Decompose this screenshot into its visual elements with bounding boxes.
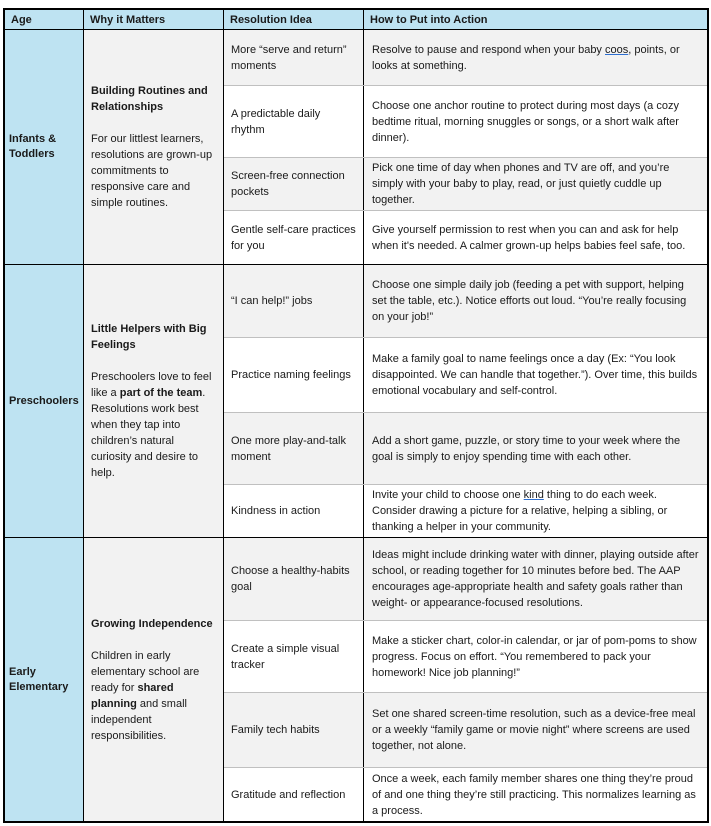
table-row — [224, 30, 707, 85]
text-segment: Choose one anchor routine to protect during most days (a cozy bedtime ritual, morning snuggles or songs, or a short walk after dinner). — [372, 99, 679, 144]
why-body — [91, 131, 216, 211]
action-cell — [364, 693, 707, 767]
resolution-idea-text: Family tech habits — [231, 724, 320, 736]
table-row — [224, 484, 707, 537]
action-text — [372, 771, 699, 819]
action-cell — [364, 86, 707, 157]
spacer — [91, 632, 216, 648]
table-row — [224, 767, 707, 821]
text-segment: part of the team — [119, 387, 203, 399]
action-text — [372, 706, 699, 754]
text-segment: . Resolutions work best when they tap into children’s natural curiosity and desire to help. — [91, 387, 206, 479]
resolution-idea-text: Kindness in action — [231, 505, 321, 517]
resolution-idea-text: “I can help!” jobs — [231, 295, 313, 307]
text-segment: Make a sticker chart, color-in calendar, or jar of pom-poms to show progress. Focus on effort. “You remembered to pack your homework! Nice job planning!” — [372, 634, 697, 679]
action-cell — [364, 30, 707, 85]
section-preschoolers — [5, 264, 707, 537]
text-segment: Children in early elementary school are ready for — [91, 649, 200, 694]
age-cell: Early Elementary — [5, 538, 84, 821]
why-cell — [84, 538, 224, 821]
action-text — [372, 42, 699, 74]
text-segment: Invite your child to choose one — [372, 489, 524, 501]
action-text — [372, 547, 699, 611]
why-cell — [84, 265, 224, 537]
action-text — [372, 277, 699, 325]
action-cell — [364, 338, 707, 412]
section-rows — [224, 30, 707, 264]
table-row — [224, 337, 707, 412]
action-cell — [364, 211, 707, 264]
resolution-idea-text: More “serve and return” moments — [231, 43, 347, 72]
table-row — [224, 692, 707, 767]
text-segment: Set one shared screen-time resolution, such as a device-free meal or a weekly “family game or movie night” where screens are used together, not alone. — [372, 708, 696, 752]
why-body — [91, 648, 216, 744]
why-title: Little Helpers with Big Feelings — [91, 323, 207, 351]
section-early-elementary — [5, 537, 707, 821]
action-text — [372, 633, 699, 681]
resolution-idea-cell — [224, 413, 364, 484]
section-infants-toddlers — [5, 30, 707, 264]
table-row — [224, 157, 707, 210]
text-segment: Once a week, each family member shares one thing they’re proud of and one thing they’re still practicing. This normalizes learning as a process. — [372, 772, 696, 817]
action-text — [372, 98, 699, 146]
table-header-age: Age — [5, 10, 84, 29]
table-row — [224, 265, 707, 337]
resolution-idea-text: A predictable daily rhythm — [231, 107, 321, 136]
resolution-idea-text: Create a simple visual tracker — [231, 642, 340, 671]
action-cell — [364, 158, 707, 210]
spacer — [91, 353, 216, 369]
resolution-idea-cell — [224, 621, 364, 692]
resolution-idea-cell — [224, 158, 364, 210]
why-title: Building Routines and Relationships — [91, 85, 208, 113]
resolution-idea-text: Screen-free connection pockets — [231, 170, 345, 198]
text-segment: Add a short game, puzzle, or story time to your week where the goal is simply to enjoy spending time with each other. — [372, 434, 681, 463]
action-cell — [364, 538, 707, 620]
spacer — [91, 115, 216, 131]
text-segment: thing to do each week. Consider drawing a picture for a relative, helping a sibling, or thanking a helper in your community. — [372, 489, 668, 533]
action-cell — [364, 485, 707, 537]
action-text — [372, 160, 699, 208]
why-cell — [84, 30, 224, 264]
resolution-idea-cell — [224, 265, 364, 337]
resolution-idea-text: Practice naming feelings — [231, 369, 351, 381]
inline-link[interactable]: kind — [523, 489, 544, 501]
section-rows — [224, 265, 707, 537]
text-segment: For our littlest learners, resolutions are grown-up commitments to responsive care and simple routines. — [91, 133, 213, 209]
action-cell — [364, 265, 707, 337]
action-cell — [364, 621, 707, 692]
action-text — [372, 487, 699, 535]
table-header-why-it-matters: Why it Matters — [84, 10, 224, 29]
table-row — [224, 210, 707, 264]
text-segment: Ideas might include drinking water with dinner, playing outside after school, or reading together for 10 minutes before bed. The AAP encourages age-appropriate health and safety goals rather than weight- or appearance-focused resolutions. — [372, 549, 699, 609]
table-row — [224, 620, 707, 692]
resolution-idea-text: Choose a healthy-habits goal — [231, 565, 350, 593]
text-segment: Choose one simple daily job (feeding a pet with support, helping set the table, etc.). Notice efforts out loud. “You’re really focusing on your job!” — [372, 279, 687, 323]
table-header-resolution-idea: Resolution Idea — [224, 10, 364, 29]
age-cell: Infants & Toddlers — [5, 30, 84, 264]
action-text — [372, 433, 699, 465]
resolution-idea-cell — [224, 693, 364, 767]
action-text — [372, 222, 699, 254]
text-segment: Make a family goal to name feelings once a day (Ex: “You look disappointed. We can handle that together.”). Over time, this builds emotional vocabulary and self-control. — [372, 353, 698, 397]
age-cell: Preschoolers — [5, 265, 84, 537]
resolution-idea-cell — [224, 30, 364, 85]
text-segment: shared planning — [91, 681, 174, 710]
text-segment: and small independent responsibilities. — [91, 697, 187, 742]
table-row — [224, 538, 707, 620]
resolution-idea-cell — [224, 768, 364, 821]
why-title: Growing Independence — [91, 617, 213, 630]
text-segment: Give yourself permission to rest when you can and ask for help when it's needed. A calmer grown-up helps babies feel safe, too. — [372, 223, 686, 252]
resolution-idea-text: One more play-and-talk moment — [231, 434, 346, 463]
section-rows — [224, 538, 707, 821]
text-segment: Preschoolers love to feel like a — [91, 371, 212, 399]
resolution-idea-cell — [224, 485, 364, 537]
text-segment: , points, or looks at something. — [372, 43, 680, 72]
resolution-idea-cell — [224, 338, 364, 412]
resolution-idea-text: Gentle self-care practices for you — [231, 223, 356, 252]
table-header-how-to-action: How to Put into Action — [370, 13, 488, 26]
resolution-idea-text: Gratitude and reflection — [231, 788, 346, 801]
action-cell — [364, 413, 707, 484]
resolution-idea-cell — [224, 538, 364, 620]
text-segment: Resolve to pause and respond when your baby — [372, 43, 605, 56]
action-cell — [364, 768, 707, 821]
inline-link[interactable]: coos — [605, 43, 629, 56]
action-text — [372, 351, 699, 399]
table-header-row — [5, 10, 707, 30]
table-row — [224, 412, 707, 484]
resolutions-table — [3, 8, 709, 823]
text-segment: Pick one time of day when phones and TV are off, and you’re simply with your baby to play, read, or just quietly cuddle up together. — [372, 162, 670, 206]
why-body — [91, 369, 216, 481]
resolution-idea-cell — [224, 86, 364, 157]
table-row — [224, 85, 707, 157]
resolution-idea-cell — [224, 211, 364, 264]
